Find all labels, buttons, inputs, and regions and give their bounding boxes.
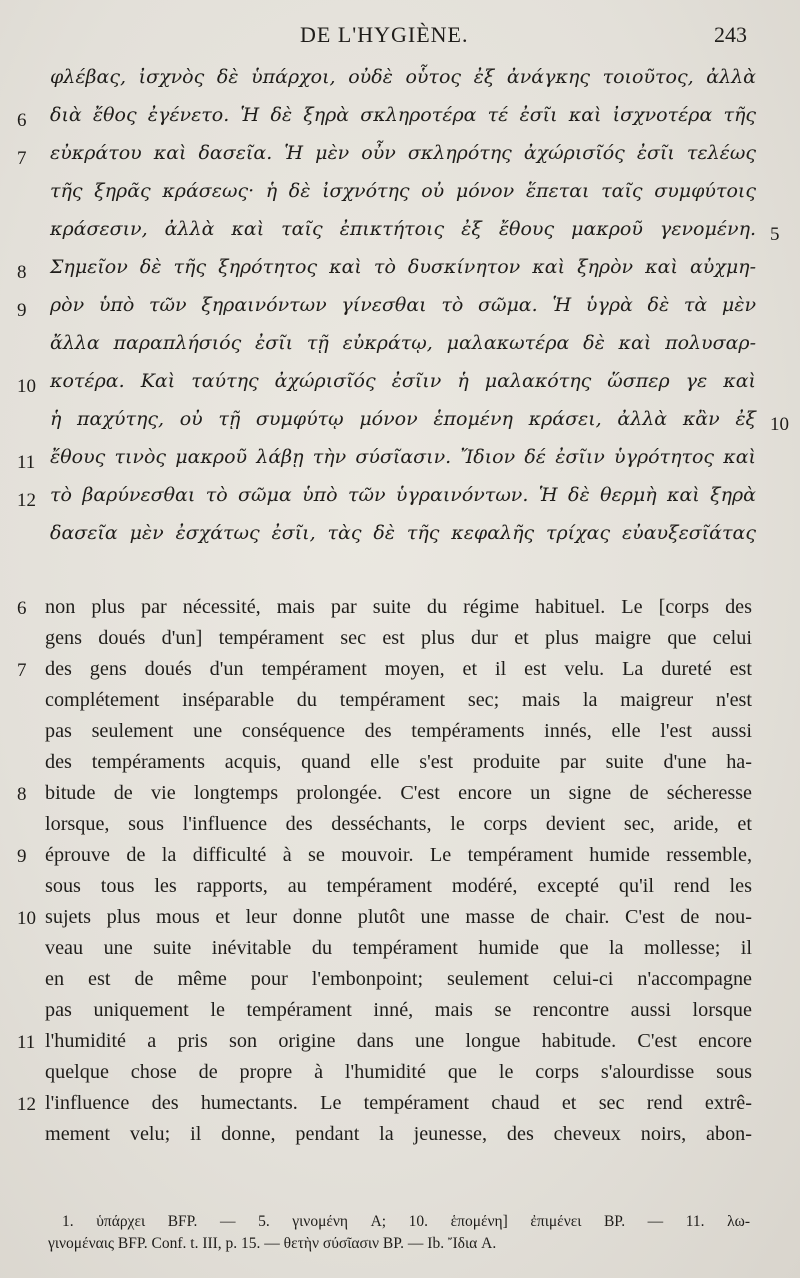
greek-line: ἄλλα παραπλήσιός ἐσῖι τῇ εὐκράτῳ, μαλακωτέρα δὲ καὶ πολυσαρ- [50, 332, 756, 354]
greek-line-number: 8 [17, 262, 27, 283]
greek-line-number: 9 [17, 300, 27, 321]
french-line: gens doués d'un] tempérament sec est plus dur et plus maigre que celui [45, 627, 752, 649]
french-line: pas uniquement le tempérament inné, mais se rencontre aussi lorsque [45, 999, 752, 1021]
french-line: l'humidité a pris son origine dans une longue habitude. C'est encore [45, 1030, 752, 1052]
french-line-number: 10 [17, 908, 36, 929]
french-line: sous tous les rapports, au tempérament modéré, excepté qu'il rend les [45, 875, 752, 897]
greek-line-number: 6 [17, 110, 27, 131]
french-line: mement velu; il donne, pendant la jeunesse, des cheveux noirs, abon- [45, 1123, 752, 1145]
footnote-line: γινομέναις BFP. Conf. t. III, p. 15. — θετὴν σύσῖασιν BP. — Ib. Ἴδια A. [48, 1235, 497, 1252]
french-line: des gens doués d'un tempérament moyen, et il est velu. La dureté est [45, 658, 752, 680]
french-line: non plus par nécessité, mais par suite du régime habituel. Le [corps des [45, 596, 752, 618]
greek-line: φλέβας, ἰσχνὸς δὲ ὑπάρχοι, οὐδὲ οὗτος ἐξ ἀνάγκης τοιοῦτος, ἀλλὰ [50, 66, 756, 88]
greek-line: Σημεῖον δὲ τῆς ξηρότητος καὶ τὸ δυσκίνητον καὶ ξηρὸν καὶ αὐχμη- [50, 256, 756, 278]
greek-verse-number: 5 [770, 224, 780, 245]
greek-line-number: 12 [17, 490, 36, 511]
french-line-number: 8 [17, 784, 27, 805]
french-line-number: 7 [17, 660, 27, 681]
greek-line: δασεῖα μὲν ἐσχάτως ἐσῖι, τὰς δὲ τῆς κεφαλῆς τρίχας εὐαυξεσῖάτας [50, 522, 756, 544]
french-line-number: 9 [17, 846, 27, 867]
french-line: veau une suite inévitable du tempérament humide que la mollesse; il [45, 937, 752, 959]
french-line: des tempéraments acquis, quand elle s'est produite par suite d'une ha- [45, 751, 752, 773]
running-head [0, 22, 800, 52]
running-title: DE L'HYGIÈNE. [300, 22, 469, 47]
greek-line: τῆς ξηρᾶς κράσεως· ἡ δὲ ἰσχνότης οὐ μόνον ἕπεται ταῖς συμφύτοις [50, 180, 756, 202]
greek-line: κράσεσιν, ἀλλὰ καὶ ταῖς ἐπικτήτοις ἐξ ἔθους μακροῦ γενομένη. [50, 218, 756, 240]
french-line-number: 11 [17, 1032, 36, 1053]
french-line: l'influence des humectants. Le tempérament chaud et sec rend extrê- [45, 1092, 752, 1114]
french-line-number: 6 [17, 598, 27, 619]
french-line-number: 12 [17, 1094, 36, 1115]
french-line: complétement inséparable du tempérament sec; mais la maigreur n'est [45, 689, 752, 711]
french-line: bitude de vie longtemps prolongée. C'est encore un signe de sécheresse [45, 782, 752, 804]
french-line: quelque chose de propre à l'humidité que le corps s'alourdisse sous [45, 1061, 752, 1083]
greek-line-number: 7 [17, 148, 27, 169]
page-number: 243 [714, 22, 747, 47]
french-line: éprouve de la difficulté à se mouvoir. Le tempérament humide ressemble, [45, 844, 752, 866]
french-line: sujets plus mous et leur donne plutôt une masse de chair. C'est de nou- [45, 906, 752, 928]
greek-line: κοτέρα. Καὶ ταύτης ἀχώρισῖός ἐσῖιν ἡ μαλακότης ὥσπερ γε καὶ [50, 370, 756, 392]
greek-line: ἔθους τινὸς μακροῦ λάβῃ τὴν σύσῖασιν. Ἴδιον δέ ἐσῖιν ὑγρότητος καὶ [50, 446, 756, 468]
french-line: lorsque, sous l'influence des desséchants, le corps devient sec, aride, et [45, 813, 752, 835]
footnote-line: 1. ὑπάρχει BFP. — 5. γινομένη A; 10. ἑπομένη] ἐπιμένει BP. — 11. λω- [62, 1213, 750, 1230]
greek-line: ἡ παχύτης, οὐ τῇ συμφύτῳ μόνον ἑπομένη κράσει, ἀλλὰ κἂν ἐξ [50, 408, 756, 430]
french-line: pas seulement une conséquence des tempéraments innés, elle l'est aussi [45, 720, 752, 742]
greek-line: τὸ βαρύνεσθαι τὸ σῶμα ὑπὸ τῶν ὑγραινόντων. Ἡ δὲ θερμὴ καὶ ξηρὰ [50, 484, 756, 506]
greek-line: διὰ ἔθος ἐγένετο. Ἡ δὲ ξηρὰ σκληροτέρα τέ ἐσῖι καὶ ἰσχνοτέρα τῆς [50, 104, 756, 126]
greek-line-number: 11 [17, 452, 36, 473]
greek-line-number: 10 [17, 376, 36, 397]
greek-verse-number: 10 [770, 414, 789, 435]
greek-line: εὐκράτου καὶ δασεῖα. Ἡ μὲν οὖν σκληρότης ἀχώρισῖός ἐσῖι τελέως [50, 142, 756, 164]
greek-line: ρὸν ὑπὸ τῶν ξηραινόντων γίνεσθαι τὸ σῶμα. Ἡ ὑγρὰ δὲ τὰ μὲν [50, 294, 756, 316]
french-line: en est de même pour l'embonpoint; seulement celui-ci n'accompagne [45, 968, 752, 990]
